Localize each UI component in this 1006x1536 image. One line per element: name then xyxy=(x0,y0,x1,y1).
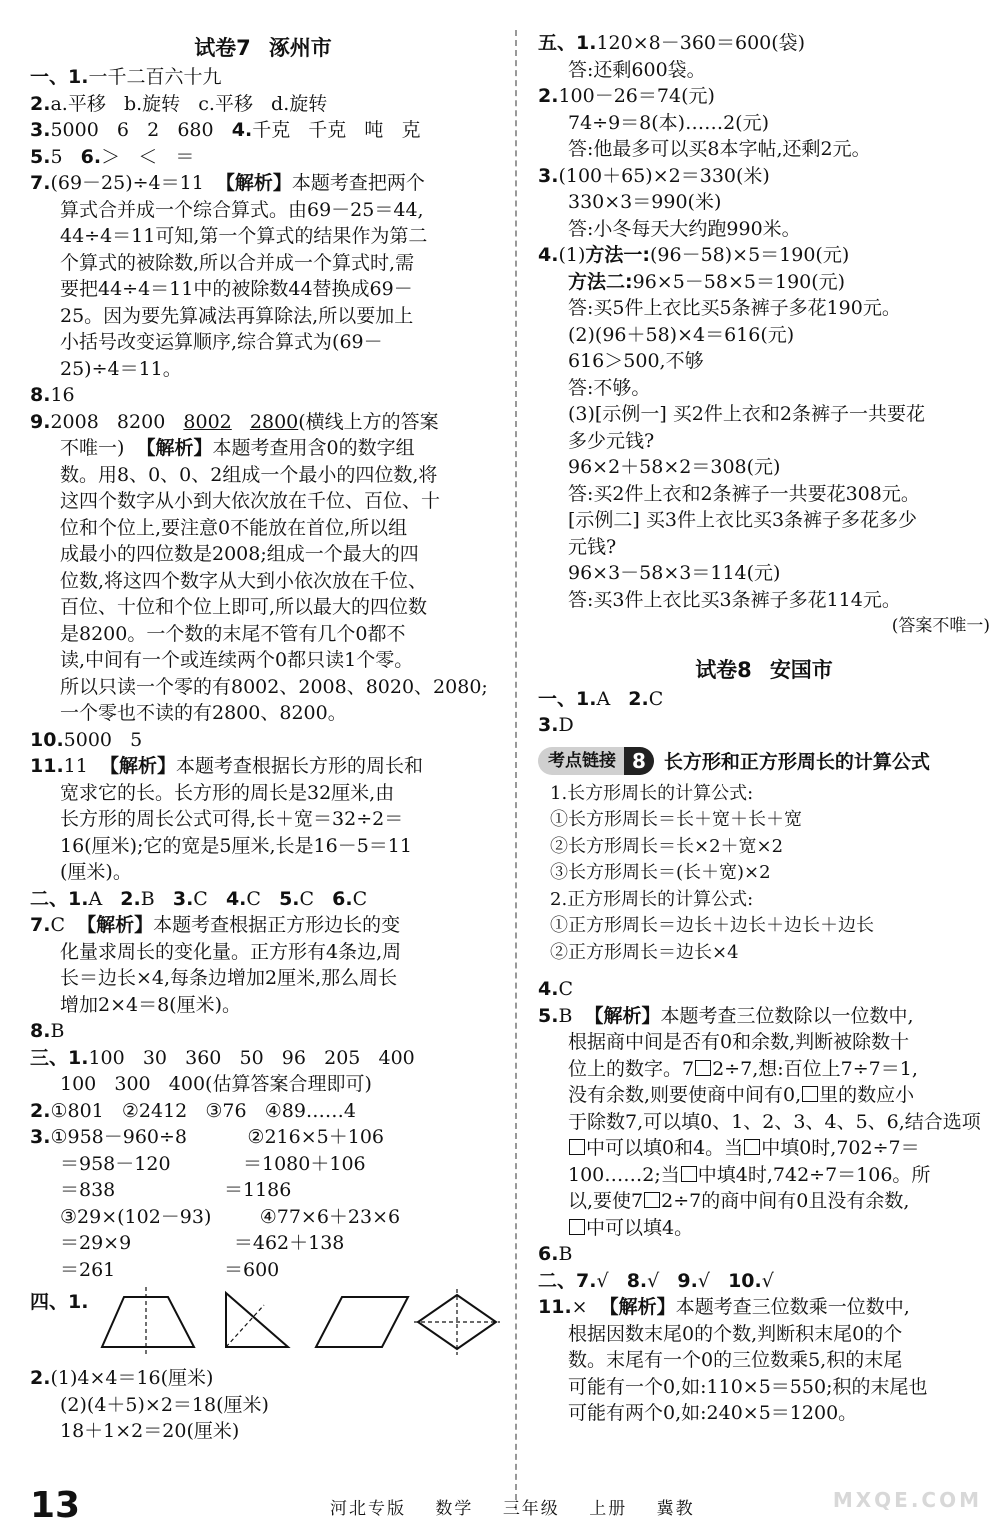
trapezoid-diagram xyxy=(98,1287,198,1357)
formula-line: ①正方形周长＝边长＋边长＋边长＋边长 xyxy=(550,915,874,936)
answer-line: 答:买2件上衣和2条裤子一共要花308元。 xyxy=(568,482,920,505)
formula-line: 1.长方形周长的计算公式: xyxy=(550,782,754,804)
answer-line: 9.2008 8200 8002 2800(横线上方的答案 xyxy=(30,410,439,433)
section-title-paper8 xyxy=(538,654,990,686)
answer-line: 方法二:96×5－58×5＝190(元) xyxy=(568,270,846,293)
q5-answer-block xyxy=(538,1003,990,1242)
right-top-lines xyxy=(538,30,990,613)
footer-meta xyxy=(330,1494,717,1519)
answer-line: 16(厘米);它的宽是5厘米,长是16－5＝11 xyxy=(60,834,412,857)
answer-line: 4.C xyxy=(538,978,573,1000)
q4-shapes-row xyxy=(30,1283,496,1365)
answer-line: 个算式的被除数,所以合并成一个算式时,需 xyxy=(60,251,415,274)
answer-line: 所以只读一个零的有8002、2008、8020、2080; xyxy=(60,675,488,698)
left-answer-lines xyxy=(30,64,496,1283)
triangle-axis xyxy=(226,1305,264,1347)
right-bottom-lines xyxy=(538,1241,990,1427)
answer-line: 化量求周长的变化量。正方形有4条边,周 xyxy=(60,940,402,963)
answer-not-unique-note: (答案不唯一) xyxy=(891,616,990,636)
answer-line: 答:不够。 xyxy=(568,376,651,399)
answer-line: 11.11 【解析】本题考查根据长方形的周长和 xyxy=(30,755,423,777)
answer-line: 96×2＋58×2＝308(元) xyxy=(568,456,781,478)
answer-line: 8.B xyxy=(30,1020,65,1042)
answer-line: 330×3＝990(米) xyxy=(568,191,722,213)
answer-line: 宽求它的长。长方形的周长是32厘米,由 xyxy=(60,781,395,804)
answer-line: 25。因为要先算减法再算除法,所以要加上 xyxy=(60,304,414,327)
answer-line: 2.①801 ②2412 ③76 ④89……4 xyxy=(30,1099,357,1122)
answer-line: 96×3－58×3＝114(元) xyxy=(568,562,781,584)
paper-number: 试卷8 xyxy=(695,657,752,682)
formula-line: 2.正方形周长的计算公式: xyxy=(550,888,754,910)
answer-line: 6.B xyxy=(538,1243,573,1265)
answer-line: 二、7.√ 8.√ 9.√ 10.√ xyxy=(538,1269,774,1292)
answer-line: (3)[示例一] 买2件上衣和2条裤子一共要花 xyxy=(568,403,925,425)
knowledge-link-body xyxy=(538,781,990,967)
right-column xyxy=(538,30,990,1427)
knowledge-link-badge: 考点链接 xyxy=(538,747,624,775)
answer-line: 百位、十位和个位上即可,所以最大的四位数 xyxy=(60,596,428,618)
answer-line: 算式合并成一个综合算式。由69－25＝44, xyxy=(60,198,424,221)
formula-line: ①长方形周长＝长＋宽＋长＋宽 xyxy=(550,809,802,830)
answer-line: 中可以填4。 xyxy=(538,1215,990,1242)
answer-line: 8.16 xyxy=(30,384,75,406)
answer-line: 100 300 400(估算答案合理即可) xyxy=(60,1073,372,1095)
answer-line: 不唯一) 【解析】本题考查用含0的数字组 xyxy=(60,437,415,459)
answer-line: (2)(96＋58)×4＝616(元) xyxy=(568,323,795,346)
answer-line: 可能有一个0,如:110×5＝550;积的末尾也 xyxy=(568,1375,928,1398)
answer-line: 2.a.平移 b.旋转 c.平移 d.旋转 xyxy=(30,92,328,115)
grade-label: 三年级 xyxy=(502,1499,560,1519)
column-divider xyxy=(515,30,517,1510)
paper-city: 安国市 xyxy=(769,657,833,682)
answer-line: 二、1.A 2.B 3.C 4.C 5.C 6.C xyxy=(30,887,368,910)
answer-line: 100……2;当 中填4时,742÷7＝106。所 xyxy=(568,1163,931,1186)
answer-line: 3.D xyxy=(538,714,574,736)
knowledge-link-header xyxy=(538,745,990,777)
page-footer xyxy=(30,1486,990,1526)
answer-line: 11.× 【解析】本题考查三位数乘一位数中, xyxy=(538,1296,910,1318)
blank-box xyxy=(569,1219,585,1235)
answer-line: 10.5000 5 xyxy=(30,728,143,751)
answer-line: 五、1.120×8－360＝600(袋) xyxy=(538,32,806,54)
answer-line: 7.C 【解析】本题考查根据正方形边长的变 xyxy=(30,914,401,936)
answer-line: ③29×(102－93) ④77×6＋23×6 xyxy=(60,1205,401,1228)
formula-line: ②正方形周长＝边长×4 xyxy=(550,941,739,963)
q4-label: 四、1. xyxy=(30,1291,89,1313)
answer-line: 答:还剩600袋。 xyxy=(568,58,706,81)
blank-box xyxy=(744,1139,760,1155)
answer-line: 数。末尾有一个0的三位数乘5,积的末尾 xyxy=(568,1349,903,1371)
answer-line: 4.(1)方法一:(96－58)×5＝190(元) xyxy=(538,244,850,266)
answer-line: 2.(1)4×4＝16(厘米) xyxy=(30,1367,214,1389)
answer-line: 可能有两个0,如:240×5＝1200。 xyxy=(568,1402,858,1424)
answer-line: ＝958－120 ＝1080＋106 xyxy=(60,1152,366,1175)
answer-line: 根据因数末尾0的个数,判断积末尾0的个 xyxy=(568,1322,903,1345)
answer-line: 长＝边长×4,每条边增加2厘米,那么周长 xyxy=(60,967,398,989)
answer-line: 7.(69－25)÷4＝11 【解析】本题考查把两个 xyxy=(30,172,425,194)
answer-line: 于除数7,可以填0、1、2、3、4、5、6,结合选项 xyxy=(568,1110,981,1133)
answer-line: 5.B 【解析】本题考查三位数除以一位数中, xyxy=(538,1004,914,1027)
parallelogram-diagram xyxy=(312,1287,412,1357)
answer-line: 74÷9＝8(本)……2(元) xyxy=(568,111,770,134)
left-tail-lines xyxy=(30,1365,496,1445)
answer-line: 是8200。一个数的末尾不管有几个0都不 xyxy=(60,622,406,645)
publisher-label: 冀教 xyxy=(656,1499,695,1519)
answer-line: 成最小的四位数是2008;组成一个最大的四 xyxy=(60,543,419,565)
answer-line: 一个零也不读的有2800、8200。 xyxy=(60,702,347,724)
answer-line: 44÷4＝11可知,第一个算式的结果作为第二 xyxy=(60,225,428,247)
knowledge-link-number: 8 xyxy=(624,747,654,775)
subject-label: 数学 xyxy=(435,1499,474,1519)
answer-line: 18＋1×2＝20(厘米) xyxy=(60,1420,240,1442)
answer-line: 要把44÷4＝11中的被除数44替换成69－ xyxy=(60,278,413,300)
blank-box xyxy=(681,1166,697,1182)
rhombus-diagram xyxy=(414,1287,500,1357)
section-title-paper7 xyxy=(30,32,496,64)
triangle-diagram xyxy=(216,1287,296,1357)
answer-line: 小括号改变运算顺序,综合算式为(69－ xyxy=(60,331,383,353)
left-column xyxy=(30,30,496,1445)
answer-line: 答:他最多可以买8本字帖,还剩2元。 xyxy=(568,138,871,160)
answer-line: 5.5 6.＞ ＜ ＝ xyxy=(30,145,195,168)
answer-line: 3.(100＋65)×2＝330(米) xyxy=(538,164,770,187)
answer-line: 答:买3件上衣比买3条裤子多花114元。 xyxy=(568,588,901,611)
answer-line: 增加2×4＝8(厘米)。 xyxy=(60,993,242,1016)
blank-box xyxy=(644,1192,660,1208)
answer-line: 一、1.一千二百六十九 xyxy=(30,66,222,88)
answer-line: 2.100－26＝74(元) xyxy=(538,85,715,107)
answer-line: ＝261 ＝600 xyxy=(60,1258,280,1281)
answer-line: 答:小冬每天大约跑990米。 xyxy=(568,217,801,240)
formula-line: ③长方形周长＝(长＋宽)×2 xyxy=(550,862,771,883)
answer-line: 三、1.100 30 360 50 96 205 400 xyxy=(30,1046,415,1069)
right-mid-lines xyxy=(538,686,990,739)
answer-line: 根据商中间是否有0和余数,判断被除数十 xyxy=(568,1031,910,1053)
knowledge-link-title: 长方形和正方形周长的计算公式 xyxy=(663,751,930,773)
formula-line: ②长方形周长＝长×2＋宽×2 xyxy=(550,835,784,857)
answer-line: 616＞500,不够 xyxy=(568,350,704,372)
edition-label: 河北专版 xyxy=(330,1499,406,1519)
watermark: MXQE.COM xyxy=(832,1488,982,1512)
answer-line: 以,要使7 2÷7的商中间有0且没有余数, xyxy=(568,1190,910,1212)
answer-line: [示例二] 买3件上衣比买3条裤子多花多少 xyxy=(568,509,918,531)
answer-line: 位上的数字。7 2÷7,想:百位上7÷7＝1, xyxy=(568,1057,918,1080)
blank-box xyxy=(569,1139,585,1155)
answer-line: 答:买5件上衣比买5条裤子多花190元。 xyxy=(568,297,901,319)
paper-city: 涿州市 xyxy=(268,36,332,60)
answer-line: 长方形的周长公式可得,长＋宽＝32÷2＝ xyxy=(60,808,404,830)
knowledge-link-box xyxy=(538,745,990,967)
answer-line: 这四个数字从小到大依次放在千位、百位、十 xyxy=(60,490,441,512)
blank-box xyxy=(802,1086,818,1102)
answer-line: 位和个位上,要注意0不能放在首位,所以组 xyxy=(60,516,408,539)
answer-line: (2)(4＋5)×2＝18(厘米) xyxy=(60,1393,269,1416)
answer-line: 3.5000 6 2 680 4.千克 千克 吨 克 xyxy=(30,119,421,141)
answer-line: 多少元钱? xyxy=(568,429,655,452)
answer-line: ＝838 ＝1186 xyxy=(60,1179,292,1201)
paper-number: 试卷7 xyxy=(194,36,251,60)
answer-line: 读,中间有一个或连续两个0都只读1个零。 xyxy=(60,649,414,671)
answer-line: 3.①958－960÷8 ②216×5＋106 xyxy=(30,1126,384,1148)
answer-line: 中可以填0和4。当 中填0时,702÷7＝ xyxy=(538,1135,990,1162)
term-label: 上册 xyxy=(589,1499,628,1519)
answer-line: ＝29×9 ＝462＋138 xyxy=(60,1232,345,1254)
answer-line: 25)÷4＝11。 xyxy=(60,357,182,380)
page-number: 13 xyxy=(30,1485,81,1526)
answer-line: (厘米)。 xyxy=(60,861,132,883)
blank-box xyxy=(695,1060,711,1076)
answer-line: 一、1.A 2.C xyxy=(538,687,664,710)
answer-line: 位数,将这四个数字从大到小依次放在千位、 xyxy=(60,569,428,592)
answer-line: 没有余数,则要使商中间有0, 里的数应小 xyxy=(568,1084,915,1106)
answer-line: 元钱? xyxy=(568,535,617,558)
answer-line: 数。用8、0、0、2组成一个最小的四位数,将 xyxy=(60,463,438,486)
